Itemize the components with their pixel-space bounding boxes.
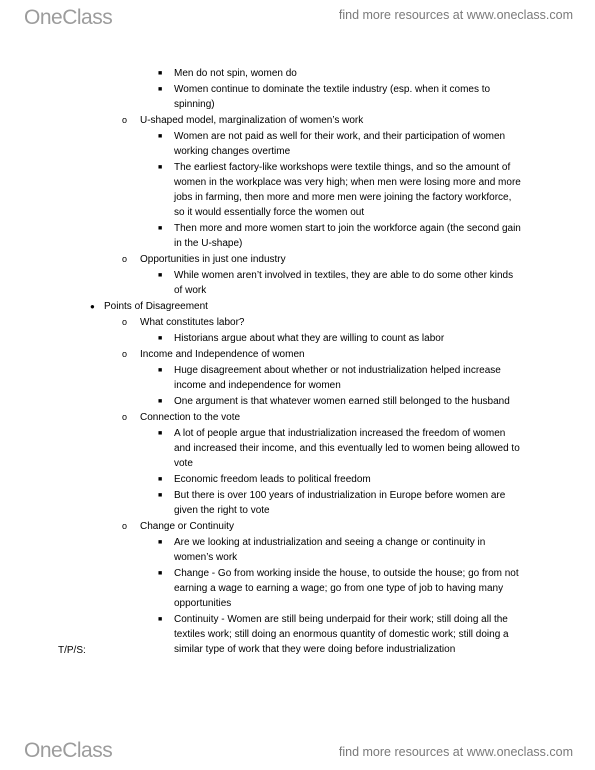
outline-item-text: Connection to the vote [140,412,241,423]
bullet-marker: ■ [158,335,163,342]
outline-item-level-3 [0,221,595,251]
bullet-marker: ■ [158,539,163,546]
outline-item-level-2 [0,113,595,128]
bullet-marker: ■ [158,367,163,374]
outline-item-text: Opportunities in just one industry [140,254,286,265]
bullet-marker: ■ [158,476,163,483]
tps-label: T/P/S: [58,645,86,656]
bullet-marker: ■ [158,430,163,437]
outline-item-level-2 [0,252,595,267]
lecture-notes-outline [0,66,595,658]
outline-item-level-3 [0,535,595,565]
bullet-marker: ■ [158,616,163,623]
outline-item-level-1 [0,299,595,314]
outline-item-text: Change or Continuity [140,521,234,532]
outline-item-text: Continuity - Women are still being underpaid for their work; still doing all the textiles work; still doing an enormous quantity of domestic work; still doing a similar type of work that they were doing before industrialization [174,614,509,655]
outline-item-text: Economic freedom leads to political freedom [174,474,371,485]
outline-item-text: Points of Disagreement [104,301,208,312]
outline-item-level-2 [0,315,595,330]
outline-item-level-3 [0,394,595,409]
outline-item-text: A lot of people argue that industrialization increased the freedom of women and increased their income, and this eventually led to women being allowed to vote [174,428,520,469]
outline-item-level-2 [0,410,595,425]
outline-item-level-3 [0,472,595,487]
bullet-marker: ■ [158,164,163,171]
outline-item-text: U-shaped model, marginalization of women’s work [140,115,364,126]
outline-item-text: The earliest factory-like workshops were textile things, and so the amount of women in the workplace was very high; when men were losing more and more jobs in farming, then more and more men were joining the factory workforce, so it would essentially force the women out [174,162,521,218]
bullet-marker: ● [90,302,95,311]
outline-item-level-3 [0,129,595,159]
outline-item-text: Huge disagreement about whether or not industrialization helped increase income and independence for women [174,365,501,391]
bullet-marker: ■ [158,272,163,279]
bullet-marker: ■ [158,492,163,499]
bullet-marker: o [122,521,128,531]
outline-item-text: What constitutes labor? [140,317,245,328]
outline-item-text: Women continue to dominate the textile industry (esp. when it comes to spinning) [174,84,491,110]
page-header [0,0,595,40]
oneclass-logo[interactable]: OneClass [24,6,113,29]
oneclass-logo-footer[interactable]: OneClass [24,739,113,762]
bullet-marker: o [122,254,128,264]
outline-item-text: While women aren’t involved in textiles, they are able to do some other kinds of work [174,270,514,296]
bullet-marker: o [122,115,128,125]
outline-item-level-3 [0,612,595,657]
outline-item-text: Change - Go from working inside the house, to outside the house; go from not earning a wage to earning a wage; go from one type of job to having many opportunities [174,568,519,609]
outline-item-text: Are we looking at industrialization and seeing a change or continuity in women’s work [174,537,486,563]
bullet-marker: o [122,317,128,327]
outline-item-level-3 [0,488,595,518]
outline-item-level-3 [0,160,595,220]
outline-item-level-3 [0,363,595,393]
outline-item-text: Men do not spin, women do [174,68,297,79]
outline-item-text: Historians argue about what they are willing to count as labor [174,333,445,344]
bullet-marker: o [122,412,128,422]
outline-item-text: Women are not paid as well for their work, and their participation of women working changes overtime [174,131,506,157]
bullet-marker: ■ [158,70,163,77]
outline-item-level-3 [0,82,595,112]
bullet-marker: ■ [158,570,163,577]
outline-item-level-3 [0,268,595,298]
bullet-marker: o [122,349,128,359]
bullet-marker: ■ [158,133,163,140]
bullet-marker: ■ [158,225,163,232]
outline-item-text: Income and Independence of women [140,349,305,360]
bullet-marker: ■ [158,86,163,93]
outline-item-level-2 [0,347,595,362]
resources-link[interactable]: find more resources at www.oneclass.com [338,8,573,22]
outline-item-text: Then more and more women start to join the workforce again (the second gain in the U-shape) [174,223,521,249]
outline-item-level-3 [0,426,595,471]
outline-item-level-3 [0,66,595,81]
outline-item-level-3 [0,331,595,346]
outline-item-text: One argument is that whatever women earned still belonged to the husband [174,396,510,407]
outline-item-level-3 [0,566,595,611]
outline-item-level-2 [0,519,595,534]
bullet-marker: ■ [158,398,163,405]
outline-item-text: But there is over 100 years of industrialization in Europe before women are given the right to vote [174,490,506,516]
resources-link-footer[interactable]: find more resources at www.oneclass.com [338,745,573,759]
page-footer [0,735,595,770]
